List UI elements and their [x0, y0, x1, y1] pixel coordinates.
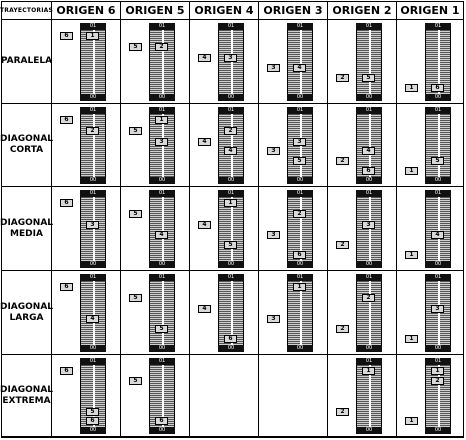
cell-r5-c1: [52, 355, 121, 437]
track-top-cap: 01: [218, 274, 244, 281]
track-center-line: [369, 30, 371, 94]
target-marker: 5: [224, 241, 237, 249]
track-top-cap: 01: [218, 190, 244, 197]
track-top-cap: 01: [356, 358, 382, 365]
origin-marker: 1: [405, 167, 418, 175]
origin-marker: 3: [267, 147, 280, 155]
cell-r1-c1: [52, 20, 121, 104]
track-top-cap: 01: [149, 107, 175, 114]
track-center-line: [300, 30, 302, 94]
target-marker: 4: [86, 315, 99, 323]
target-marker: 6: [431, 84, 444, 92]
target-marker: 1: [431, 367, 444, 375]
track-bottom-cap: 00: [149, 94, 175, 101]
cell-r3-c4: [259, 187, 328, 271]
cell-r5-c6: [397, 355, 464, 437]
column-header-2: ORIGEN 5: [121, 2, 190, 20]
track-bottom-cap: 00: [425, 427, 451, 434]
track-top-cap: 01: [149, 190, 175, 197]
target-marker: 3: [431, 305, 444, 313]
track-top-cap: 01: [356, 274, 382, 281]
origin-marker: 3: [267, 64, 280, 72]
track-bottom-cap: 00: [80, 427, 106, 434]
track-bottom-cap: 00: [356, 177, 382, 184]
cell-r2-c2: [121, 104, 190, 187]
row-label-1: PARALELA: [2, 20, 52, 104]
origin-marker: 6: [60, 283, 73, 291]
cell-r2-c5: [328, 104, 397, 187]
target-marker: 2: [431, 377, 444, 385]
track-bottom-cap: 00: [287, 345, 313, 352]
track-center-line: [438, 114, 440, 177]
track-bottom-cap: 00: [80, 94, 106, 101]
track-bottom-cap: 00: [356, 345, 382, 352]
track-top-cap: 01: [80, 190, 106, 197]
track-bottom-cap: 00: [218, 261, 244, 268]
cell-r1-c6: [397, 20, 464, 104]
field-track: [287, 107, 313, 183]
origin-marker: 1: [405, 84, 418, 92]
cell-r2-c4: [259, 104, 328, 187]
track-top-cap: 01: [425, 358, 451, 365]
target-marker: 5: [86, 408, 99, 416]
track-top-cap: 01: [80, 107, 106, 114]
track-bottom-cap: 00: [356, 94, 382, 101]
field-track: [149, 190, 175, 267]
cell-r1-c4: [259, 20, 328, 104]
track-center-line: [369, 197, 371, 261]
field-track: [425, 274, 451, 351]
track-center-line: [438, 197, 440, 261]
field-track: [80, 107, 106, 183]
track-bottom-cap: 00: [356, 427, 382, 434]
track-center-line: [93, 281, 95, 345]
track-center-line: [369, 281, 371, 345]
origin-marker: 5: [129, 210, 142, 218]
column-header-6: ORIGEN 1: [397, 2, 464, 20]
cell-r4-c1: [52, 271, 121, 355]
target-marker: 5: [155, 325, 168, 333]
track-top-cap: 01: [356, 190, 382, 197]
target-marker: 3: [362, 221, 375, 229]
target-marker: 1: [224, 199, 237, 207]
target-marker: 6: [155, 417, 168, 425]
track-top-cap: 01: [80, 23, 106, 30]
track-top-cap: 01: [425, 274, 451, 281]
field-track: [356, 274, 382, 351]
target-marker: 3: [155, 138, 168, 146]
track-top-cap: 01: [425, 23, 451, 30]
origin-marker: 6: [60, 32, 73, 40]
origin-marker: 2: [336, 325, 349, 333]
target-marker: 4: [293, 64, 306, 72]
origin-marker: 4: [198, 221, 211, 229]
row-label-3: DIAGONAL MEDIA: [2, 187, 52, 271]
cell-r4-c2: [121, 271, 190, 355]
origin-marker: 2: [336, 241, 349, 249]
corner-label: TRAYECTORIAS: [2, 2, 52, 20]
origin-marker: 3: [267, 231, 280, 239]
track-top-cap: 01: [149, 358, 175, 365]
track-top-cap: 01: [425, 107, 451, 114]
origin-marker: 2: [336, 408, 349, 416]
field-track: [149, 274, 175, 351]
origin-marker: 5: [129, 43, 142, 51]
origin-marker: 5: [129, 377, 142, 385]
cell-r4-c6: [397, 271, 464, 355]
field-track: [80, 274, 106, 351]
origin-marker: 6: [60, 116, 73, 124]
origin-marker: 1: [405, 417, 418, 425]
origin-marker: 5: [129, 294, 142, 302]
target-marker: 1: [86, 32, 99, 40]
track-center-line: [93, 114, 95, 177]
origin-marker: 3: [267, 315, 280, 323]
cell-r5-c5: [328, 355, 397, 437]
cell-r4-c5: [328, 271, 397, 355]
column-header-5: ORIGEN 2: [328, 2, 397, 20]
track-center-line: [162, 30, 164, 94]
target-marker: 5: [293, 157, 306, 165]
field-track: [149, 23, 175, 100]
row-label-2: DIAGONAL CORTA: [2, 104, 52, 187]
target-marker: 1: [155, 116, 168, 124]
track-bottom-cap: 00: [287, 261, 313, 268]
target-marker: 5: [431, 157, 444, 165]
origin-marker: 6: [60, 367, 73, 375]
cell-r1-c3: [190, 20, 259, 104]
track-bottom-cap: 00: [149, 427, 175, 434]
track-bottom-cap: 00: [287, 94, 313, 101]
cell-r2-c3: [190, 104, 259, 187]
track-top-cap: 01: [218, 107, 244, 114]
track-center-line: [162, 197, 164, 261]
column-header-3: ORIGEN 4: [190, 2, 259, 20]
track-bottom-cap: 00: [80, 345, 106, 352]
track-center-line: [231, 30, 233, 94]
cell-r3-c3: [190, 187, 259, 271]
field-track: [356, 190, 382, 267]
track-bottom-cap: 00: [425, 94, 451, 101]
cell-r5-c3: [190, 355, 259, 437]
field-track: [425, 190, 451, 267]
field-track: [425, 107, 451, 183]
track-top-cap: 01: [287, 107, 313, 114]
origin-marker: 1: [405, 335, 418, 343]
target-marker: 6: [362, 167, 375, 175]
track-top-cap: 01: [149, 23, 175, 30]
track-center-line: [162, 281, 164, 345]
track-bottom-cap: 00: [149, 261, 175, 268]
track-bottom-cap: 00: [425, 345, 451, 352]
track-top-cap: 01: [287, 23, 313, 30]
target-marker: 1: [362, 367, 375, 375]
column-header-4: ORIGEN 3: [259, 2, 328, 20]
origin-marker: 2: [336, 157, 349, 165]
cell-r1-c5: [328, 20, 397, 104]
track-top-cap: 01: [356, 23, 382, 30]
cell-r3-c1: [52, 187, 121, 271]
cell-r2-c1: [52, 104, 121, 187]
target-marker: 4: [431, 231, 444, 239]
cell-r3-c2: [121, 187, 190, 271]
cell-r1-c2: [121, 20, 190, 104]
track-bottom-cap: 00: [287, 177, 313, 184]
cell-r2-c6: [397, 104, 464, 187]
target-marker: 6: [293, 251, 306, 259]
target-marker: 6: [86, 417, 99, 425]
track-top-cap: 01: [80, 274, 106, 281]
row-label-4: DIAGONAL LARGA: [2, 271, 52, 355]
field-track: [287, 23, 313, 100]
target-marker: 4: [155, 231, 168, 239]
target-marker: 2: [362, 294, 375, 302]
track-bottom-cap: 00: [425, 261, 451, 268]
target-marker: 3: [293, 138, 306, 146]
track-bottom-cap: 00: [356, 261, 382, 268]
track-bottom-cap: 00: [218, 94, 244, 101]
origin-marker: 6: [60, 199, 73, 207]
track-bottom-cap: 00: [218, 177, 244, 184]
track-bottom-cap: 00: [425, 177, 451, 184]
track-bottom-cap: 00: [218, 345, 244, 352]
track-top-cap: 01: [287, 274, 313, 281]
track-top-cap: 01: [425, 190, 451, 197]
cell-r5-c2: [121, 355, 190, 437]
field-track: [218, 23, 244, 100]
field-track: [218, 107, 244, 183]
track-center-line: [93, 197, 95, 261]
target-marker: 6: [224, 335, 237, 343]
target-marker: 3: [224, 54, 237, 62]
row-label-5: DIAGONAL EXTREMA: [2, 355, 52, 437]
cell-r4-c3: [190, 271, 259, 355]
cell-r4-c4: [259, 271, 328, 355]
origin-marker: 2: [336, 74, 349, 82]
origin-marker: 5: [129, 127, 142, 135]
target-marker: 4: [362, 147, 375, 155]
track-bottom-cap: 00: [149, 177, 175, 184]
cell-r3-c5: [328, 187, 397, 271]
field-track: [80, 190, 106, 267]
target-marker: 2: [86, 127, 99, 135]
track-center-line: [231, 114, 233, 177]
track-top-cap: 01: [149, 274, 175, 281]
track-bottom-cap: 00: [149, 345, 175, 352]
origin-marker: 4: [198, 138, 211, 146]
track-top-cap: 01: [356, 107, 382, 114]
track-center-line: [300, 114, 302, 177]
column-header-1: ORIGEN 6: [52, 2, 121, 20]
target-marker: 2: [155, 43, 168, 51]
field-track: [356, 23, 382, 100]
target-marker: 2: [224, 127, 237, 135]
target-marker: 1: [293, 283, 306, 291]
target-marker: 5: [362, 74, 375, 82]
track-bottom-cap: 00: [80, 261, 106, 268]
trajectory-grid: [1, 1, 464, 438]
track-top-cap: 01: [287, 190, 313, 197]
origin-marker: 1: [405, 251, 418, 259]
track-top-cap: 01: [80, 358, 106, 365]
cell-r3-c6: [397, 187, 464, 271]
track-center-line: [438, 281, 440, 345]
cell-r5-c4: [259, 355, 328, 437]
target-marker: 2: [293, 210, 306, 218]
track-top-cap: 01: [218, 23, 244, 30]
origin-marker: 4: [198, 54, 211, 62]
target-marker: 3: [86, 221, 99, 229]
origin-marker: 4: [198, 305, 211, 313]
target-marker: 4: [224, 147, 237, 155]
track-bottom-cap: 00: [80, 177, 106, 184]
